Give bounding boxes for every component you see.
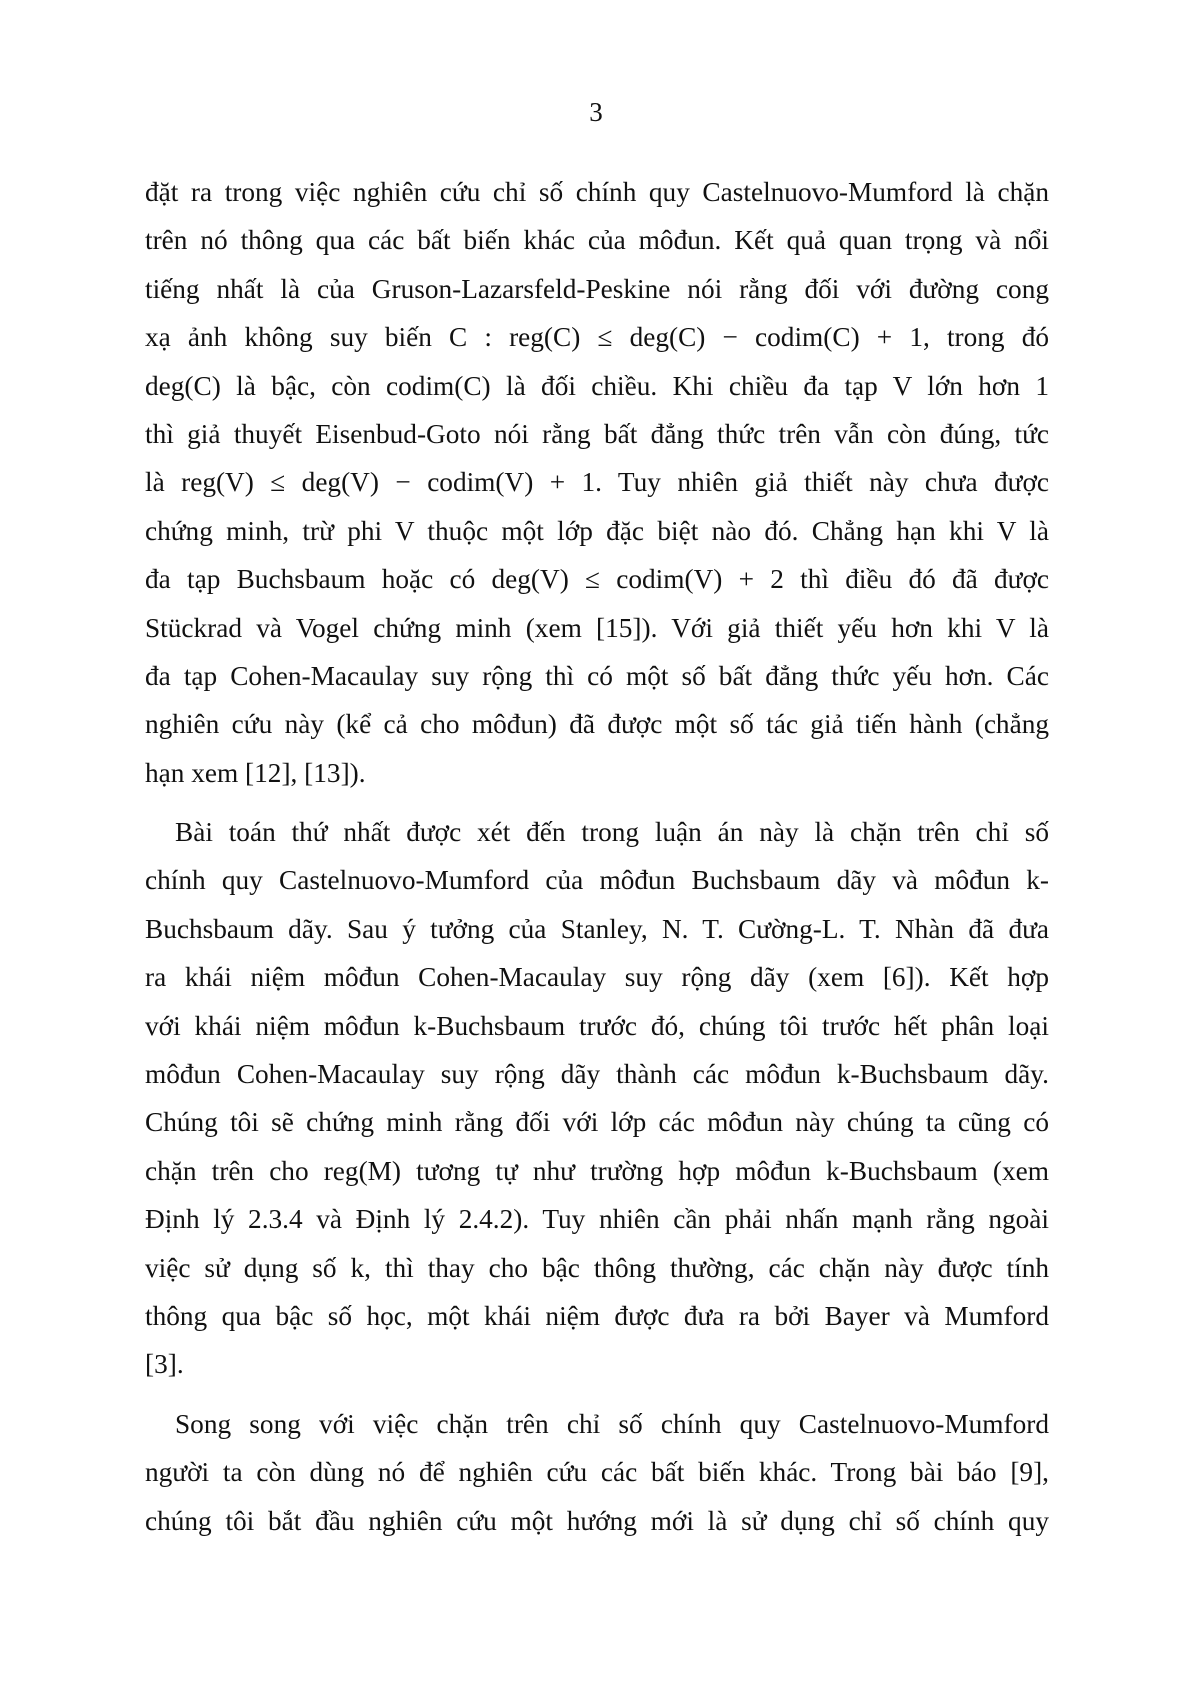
text-line: với khái niệm môđun k-Buchsbaum trước đó, chúng tôi trước hết phân loại — [145, 1010, 1049, 1041]
text-line: chúng tôi bắt đầu nghiên cứu một hướng mới là sử dụng chỉ số chính quy — [145, 1505, 1049, 1536]
text-line: thì giả thuyết Eisenbud-Goto nói rằng bất đẳng thức trên vẫn còn đúng, tức — [145, 418, 1049, 449]
text-line: chặn trên cho reg(M) tương tự như trường hợp môđun k-Buchsbaum (xem — [145, 1155, 1049, 1186]
page-number: 3 — [589, 97, 603, 127]
text-line: xạ ảnh không suy biến C : reg(C) ≤ deg(C) − codim(C) + 1, trong đó — [145, 322, 1049, 353]
text-line: chứng minh, trừ phi V thuộc một lớp đặc biệt nào đó. Chẳng hạn khi V là — [145, 515, 1049, 546]
text-line: thông qua bậc số học, một khái niệm được đưa ra bởi Bayer và Mumford — [145, 1300, 1049, 1331]
text-line: chính quy Castelnuovo-Mumford của môđun Buchsbaum dãy và môđun k- — [145, 865, 1049, 896]
paragraph-3 — [145, 1400, 1049, 1545]
text-line: Chúng tôi sẽ chứng minh rằng đối với lớp các môđun này chúng ta cũng có — [145, 1107, 1049, 1138]
text-line: Định lý 2.3.4 và Định lý 2.4.2). Tuy nhiên cần phải nhấn mạnh rằng ngoài — [145, 1204, 1049, 1235]
text-line: Bài toán thứ nhất được xét đến trong luận án này là chặn trên chỉ số — [175, 817, 1049, 848]
text-line: việc sử dụng số k, thì thay cho bậc thông thường, các chặn này được tính — [145, 1252, 1049, 1283]
text-line: [3]. — [145, 1349, 184, 1380]
text-line: môđun Cohen-Macaulay suy rộng dãy thành các môđun k-Buchsbaum dãy. — [145, 1059, 1049, 1090]
text-line: người ta còn dùng nó để nghiên cứu các bất biến khác. Trong bài báo [9], — [145, 1457, 1049, 1488]
text-line: deg(C) là bậc, còn codim(C) là đối chiều. Khi chiều đa tạp V lớn hơn 1 — [145, 370, 1049, 401]
paragraph-2 — [145, 808, 1049, 1389]
text-line: Buchsbaum dãy. Sau ý tưởng của Stanley, N. T. Cường-L. T. Nhàn đã đưa — [145, 913, 1049, 944]
text-line: nghiên cứu này (kể cả cho môđun) đã được một số tác giả tiến hành (chẳng — [145, 709, 1049, 740]
text-line: đa tạp Buchsbaum hoặc có deg(V) ≤ codim(V) + 2 thì điều đó đã được — [145, 564, 1049, 595]
text-line: đa tạp Cohen-Macaulay suy rộng thì có một số bất đẳng thức yếu hơn. Các — [145, 660, 1049, 691]
text-line: hạn xem [12], [13]). — [145, 757, 366, 788]
text-line: Song song với việc chặn trên chỉ số chính quy Castelnuovo-Mumford — [175, 1408, 1049, 1439]
body-text — [145, 168, 1049, 1545]
text-line: đặt ra trong việc nghiên cứu chỉ số chính quy Castelnuovo-Mumford là chặn — [145, 177, 1049, 207]
text-line: Stückrad và Vogel chứng minh (xem [15]). Với giả thiết yếu hơn khi V là — [145, 612, 1049, 643]
text-line: tiếng nhất là của Gruson-Lazarsfeld-Peskine nói rằng đối với đường cong — [145, 273, 1049, 304]
paragraph-1 — [145, 168, 1049, 797]
text-line: là reg(V) ≤ deg(V) − codim(V) + 1. Tuy nhiên giả thiết này chưa được — [145, 467, 1049, 498]
text-line: ra khái niệm môđun Cohen-Macaulay suy rộng dãy (xem [6]). Kết hợp — [145, 962, 1049, 993]
text-line: trên nó thông qua các bất biến khác của môđun. Kết quả quan trọng và nổi — [145, 225, 1049, 256]
